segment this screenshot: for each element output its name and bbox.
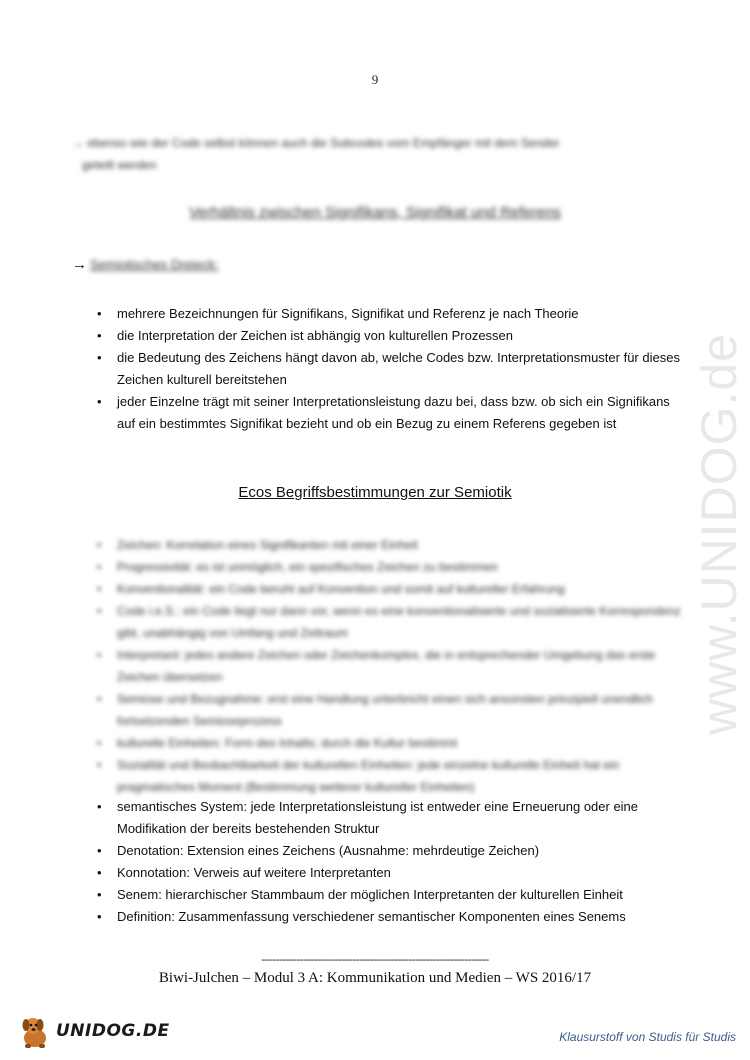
- list-item: • die Interpretation der Zeichen ist abhängig von kulturellen Prozessen: [97, 325, 687, 347]
- page-number: 9: [371, 72, 379, 87]
- bullet-list-2: [97, 796, 687, 928]
- intro-text: [72, 132, 632, 176]
- semiotic-triangle-line: [72, 256, 219, 273]
- unidog-logo[interactable]: [16, 1012, 170, 1052]
- section-heading-2: Ecos Begriffsbestimmungen zur Semiotik: [238, 484, 512, 501]
- list-item: • die Bedeutung des Zeichens hängt davon ab, welche Codes bzw. Interpretationsmuster für dieses Zeichen kulturell bereitstehen: [97, 347, 687, 391]
- logo-text: UNIDOG.DE: [56, 1021, 170, 1041]
- bullet-list-blurred: [97, 534, 687, 798]
- section-heading-1: Verhältnis zwischen Signifikans, Signifikat und Referens: [189, 204, 561, 221]
- list-item: • Code i.e.S.: ein Code liegt nur dann vor, wenn es eine konventionalisierte und sozialisierte Korrespondenz gibt, unabhängig von Umfang und Zeitraum: [97, 600, 687, 644]
- list-item: • kulturelle Einheiten: Form des Inhalts; durch die Kultur bestimmt: [97, 732, 687, 754]
- list-item: • Progressivität: es ist unmöglich, ein spezifisches Zeichen zu bestimmen: [97, 556, 687, 578]
- dog-icon: [16, 1012, 54, 1050]
- footer-text: Biwi-Julchen – Modul 3 A: Kommunikation und Medien – WS 2016/17: [158, 970, 592, 986]
- list-item: • jeder Einzelne trägt mit seiner Interpretationsleistung dazu bei, dass bzw. ob sich ein Signifikans auf ein bestimmtes Signifikat bezieht und ob ein Bezug zu einem Referens gegeben ist: [97, 391, 687, 435]
- footer-divider: -----------------------------------------------------------------: [261, 952, 489, 966]
- bullet-list-1: [97, 303, 687, 435]
- list-item: • Konventionalität: ein Code beruht auf Konvention und somit auf kultureller Erfahrung: [97, 578, 687, 600]
- list-item: • Senem: hierarchischer Stammbaum der möglichen Interpretanten der kulturellen Einheit: [97, 884, 687, 906]
- tagline: Klausurstoff von Studis für Studis: [559, 1030, 736, 1044]
- list-item: • Definition: Zusammenfassung verschiedener semantischer Komponenten eines Senems: [97, 906, 687, 928]
- list-item: • Semiose und Bezugnahme: erst eine Handlung unterbricht einen sich ansonsten prinzipiell unendlich fortsetzenden Semioseprozess: [97, 688, 687, 732]
- list-item: • mehrere Bezeichnungen für Signifikans, Signifikat und Referenz je nach Theorie: [97, 303, 687, 325]
- intro-line-1: → ebenso wie der Code selbst können auch die Subcodes vom Empfänger mit dem Sender: [72, 136, 560, 150]
- list-item: • Konnotation: Verweis auf weitere Interpretanten: [97, 862, 687, 884]
- list-item: • Sozialität und Beobachtbarkeit der kulturellen Einheiten: jede einzelne kulturelle Einheit hat ein pragmatisches Moment (Bestimmung weiterer kultureller Einheiten): [97, 754, 687, 798]
- list-item: • semantisches System: jede Interpretationsleistung ist entweder eine Erneuerung oder eine Modifikation der bereits bestehenden Struktur: [97, 796, 687, 840]
- list-item: • Denotation: Extension eines Zeichens (Ausnahme: mehrdeutige Zeichen): [97, 840, 687, 862]
- list-item: • Interpretant: jedes andere Zeichen oder Zeichenkomplex, die in entsprechender Umgebung das erste Zeichen übersetzen: [97, 644, 687, 688]
- list-item: • Zeichen: Korrelation eines Signifikanten mit einer Einheit: [97, 534, 687, 556]
- semiotic-triangle-label: Semiotisches Dreieck:: [90, 257, 219, 272]
- watermark: www.UNIDOG.de: [691, 333, 747, 735]
- arrow-icon: →: [72, 256, 87, 273]
- intro-line-2: geteilt werden: [82, 158, 157, 172]
